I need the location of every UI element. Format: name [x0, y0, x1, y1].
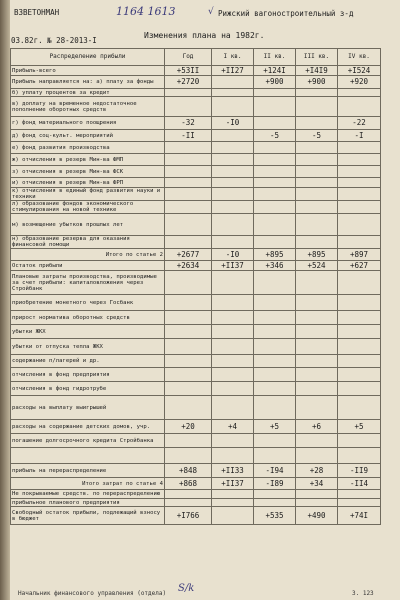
value-cell: +897 [338, 249, 381, 261]
value-cell [165, 166, 212, 178]
row-label: отчисления в фонд предприятия [11, 368, 165, 382]
row-label: содержание п/лагерей и др. [11, 355, 165, 368]
value-cell [296, 311, 338, 325]
value-cell [296, 325, 338, 339]
row-label: расходы на выплату выигрышей [11, 396, 165, 420]
value-cell [212, 325, 254, 339]
value-cell [212, 130, 254, 142]
document-number: 03.82г. № 28-2013-I [11, 36, 97, 45]
value-cell [296, 188, 338, 201]
value-cell [254, 117, 296, 130]
value-cell [165, 178, 212, 188]
table-row [11, 355, 381, 368]
value-cell [165, 490, 212, 499]
value-cell [212, 448, 254, 464]
table-row [11, 97, 381, 117]
value-cell [212, 339, 254, 355]
value-cell [212, 214, 254, 236]
table-row [11, 117, 381, 130]
row-label: л) образование фондов экономического стимулирования на новой технике [11, 201, 165, 214]
value-cell [254, 396, 296, 420]
value-cell [254, 201, 296, 214]
value-cell: +4 [212, 420, 254, 434]
value-cell [296, 448, 338, 464]
value-cell [338, 396, 381, 420]
value-cell [165, 154, 212, 166]
row-label: Не покрываемые средств. по перераспределению [11, 490, 165, 499]
value-cell [254, 154, 296, 166]
table-row [11, 339, 381, 355]
value-cell [165, 434, 212, 448]
value-cell [212, 499, 254, 507]
table-row [11, 478, 381, 490]
value-cell [338, 142, 381, 154]
value-cell [296, 355, 338, 368]
value-cell [338, 166, 381, 178]
value-cell [296, 339, 338, 355]
value-cell [212, 89, 254, 97]
table-row [11, 396, 381, 420]
table-row [11, 201, 381, 214]
value-cell: +895 [296, 249, 338, 261]
value-cell: -I0 [212, 117, 254, 130]
table-header-row [11, 49, 381, 66]
row-label: Прибыль-всего [11, 66, 165, 76]
value-cell [338, 499, 381, 507]
table-row [11, 499, 381, 507]
value-cell: +2634 [165, 261, 212, 271]
plan-changes-table [10, 48, 381, 525]
value-cell [296, 178, 338, 188]
value-cell [338, 434, 381, 448]
value-cell [338, 339, 381, 355]
row-label: з) отчисления в резерв Мин-ва ФСК [11, 166, 165, 178]
value-cell [165, 325, 212, 339]
value-cell [212, 295, 254, 311]
row-label: Прибыль направляется на: а) плату за фонды [11, 76, 165, 89]
value-cell [165, 188, 212, 201]
document-title: Изменения плана на 1982г. [144, 31, 265, 40]
table-row [11, 271, 381, 295]
table-row [11, 368, 381, 382]
table-row [11, 214, 381, 236]
value-cell [254, 382, 296, 396]
value-cell [338, 490, 381, 499]
value-cell [296, 201, 338, 214]
value-cell: -22 [338, 117, 381, 130]
col-header-distribution: Распределение прибыли [11, 49, 165, 66]
factory-name: Рижский вагоностроительный з-д [218, 9, 354, 18]
value-cell: +II27 [212, 66, 254, 76]
value-cell: +53II [165, 66, 212, 76]
value-cell: +28 [296, 464, 338, 478]
value-cell [212, 490, 254, 499]
row-label: к) отчисления в единый фонд развития науки и техники [11, 188, 165, 201]
value-cell [212, 188, 254, 201]
value-cell [212, 507, 254, 525]
table-row [11, 448, 381, 464]
table-row [11, 490, 381, 499]
value-cell [165, 295, 212, 311]
value-cell [254, 214, 296, 236]
value-cell [212, 434, 254, 448]
value-cell [296, 117, 338, 130]
row-label: е) фонд развития производства [11, 142, 165, 154]
header-left-title: ВЗВЕТОНМАН [14, 8, 60, 17]
value-cell: +900 [254, 76, 296, 89]
value-cell [212, 97, 254, 117]
value-cell [296, 154, 338, 166]
row-label: погашение долгосрочного кредита Стройбанка [11, 434, 165, 448]
value-cell [212, 76, 254, 89]
value-cell: +124I [254, 66, 296, 76]
table-row [11, 178, 381, 188]
value-cell: +5 [338, 420, 381, 434]
value-cell: +848 [165, 464, 212, 478]
value-cell: -I [338, 130, 381, 142]
value-cell: +74I [338, 507, 381, 525]
value-cell [296, 142, 338, 154]
footer-signature-label: Начальник финансового управления (отдела) [18, 590, 167, 597]
value-cell [254, 188, 296, 201]
value-cell [254, 236, 296, 249]
value-cell [212, 355, 254, 368]
value-cell: +524 [296, 261, 338, 271]
binding-edge [0, 0, 10, 600]
value-cell [212, 201, 254, 214]
value-cell: +627 [338, 261, 381, 271]
value-cell [165, 368, 212, 382]
table-row [11, 434, 381, 448]
value-cell [338, 325, 381, 339]
value-cell: +I4I9 [296, 66, 338, 76]
row-label: Плановые затраты производства, производимые за счет прибыли: капиталовложения через Стройбанк [11, 271, 165, 295]
table-row [11, 66, 381, 76]
row-label: б) уплату процентов за кредит [11, 89, 165, 97]
value-cell [212, 271, 254, 295]
value-cell [296, 236, 338, 249]
value-cell: +II37 [212, 261, 254, 271]
row-label: убытки ЖКХ [11, 325, 165, 339]
value-cell: +20 [165, 420, 212, 434]
value-cell [254, 89, 296, 97]
value-cell [165, 236, 212, 249]
value-cell [296, 89, 338, 97]
value-cell: +2677 [165, 249, 212, 261]
value-cell [338, 368, 381, 382]
value-cell: -II [165, 130, 212, 142]
handwritten-signature: S/k [178, 583, 195, 594]
value-cell [165, 339, 212, 355]
value-cell: +346 [254, 261, 296, 271]
value-cell [338, 201, 381, 214]
value-cell: +34 [296, 478, 338, 490]
row-label: отчисления в фонд гидротрубе [11, 382, 165, 396]
value-cell: +I766 [165, 507, 212, 525]
value-cell [254, 311, 296, 325]
row-label: в) доплату на временное недостаточное пополнение оборотных средств [11, 97, 165, 117]
value-cell [338, 295, 381, 311]
value-cell [296, 295, 338, 311]
value-cell: +I524 [338, 66, 381, 76]
value-cell [296, 368, 338, 382]
value-cell [254, 271, 296, 295]
row-label: Итого затрат по статье 4 [11, 478, 165, 490]
table-row [11, 464, 381, 478]
table-row [11, 261, 381, 271]
value-cell: +490 [296, 507, 338, 525]
page-number: 3. 123 [352, 590, 374, 597]
value-cell [254, 355, 296, 368]
row-label: и) отчисления в резерв Мин-ва ФРП [11, 178, 165, 188]
row-label: Свободный остаток прибыли, подлежащий взносу в бюджет [11, 507, 165, 525]
value-cell [165, 97, 212, 117]
value-cell: -II4 [338, 478, 381, 490]
row-label: расходы на содержание детских домов, учр. [11, 420, 165, 434]
value-cell: -II9 [338, 464, 381, 478]
value-cell [296, 166, 338, 178]
row-label: прибыль на перераспределение [11, 464, 165, 478]
value-cell [165, 271, 212, 295]
value-cell: -5 [254, 130, 296, 142]
value-cell [296, 434, 338, 448]
value-cell [338, 236, 381, 249]
value-cell [165, 214, 212, 236]
value-cell [296, 382, 338, 396]
value-cell [212, 236, 254, 249]
value-cell [254, 142, 296, 154]
row-label: прирост норматива оборотных средств [11, 311, 165, 325]
row-label [11, 448, 165, 464]
value-cell [338, 89, 381, 97]
value-cell: +868 [165, 478, 212, 490]
value-cell [165, 201, 212, 214]
table-row [11, 76, 381, 89]
table-row [11, 325, 381, 339]
value-cell [338, 214, 381, 236]
value-cell: +920 [338, 76, 381, 89]
value-cell: -5 [296, 130, 338, 142]
value-cell [296, 214, 338, 236]
value-cell [212, 142, 254, 154]
value-cell [165, 448, 212, 464]
value-cell [254, 490, 296, 499]
table-row [11, 89, 381, 97]
value-cell [212, 382, 254, 396]
row-label: убытки от отпуска тепла ЖКХ [11, 339, 165, 355]
value-cell: -I94 [254, 464, 296, 478]
row-label: прибыльное планового предприятия [11, 499, 165, 507]
value-cell [254, 434, 296, 448]
col-header-q1: I кв. [212, 49, 254, 66]
value-cell [338, 178, 381, 188]
value-cell [212, 178, 254, 188]
value-cell [338, 97, 381, 117]
table-row [11, 142, 381, 154]
value-cell [338, 154, 381, 166]
row-label: Итого по статье 2 [11, 249, 165, 261]
value-cell [338, 271, 381, 295]
value-cell: -32 [165, 117, 212, 130]
row-label: н) образование резерва для оказания финансовой помощи [11, 236, 165, 249]
value-cell: +900 [296, 76, 338, 89]
value-cell [254, 339, 296, 355]
value-cell [254, 295, 296, 311]
value-cell [254, 166, 296, 178]
value-cell [296, 490, 338, 499]
value-cell [212, 154, 254, 166]
value-cell [212, 311, 254, 325]
value-cell [254, 97, 296, 117]
value-cell [165, 142, 212, 154]
value-cell: +6 [296, 420, 338, 434]
value-cell [296, 271, 338, 295]
value-cell [338, 448, 381, 464]
value-cell [338, 188, 381, 201]
col-header-q2: II кв. [254, 49, 296, 66]
value-cell: -I89 [254, 478, 296, 490]
value-cell [296, 97, 338, 117]
table-row [11, 130, 381, 142]
value-cell [165, 396, 212, 420]
col-header-year: Год [165, 49, 212, 66]
value-cell [296, 396, 338, 420]
value-cell: +535 [254, 507, 296, 525]
value-cell: +895 [254, 249, 296, 261]
value-cell [338, 355, 381, 368]
value-cell [254, 178, 296, 188]
table-row [11, 188, 381, 201]
row-label: м) возмещение убытков прошлых лет [11, 214, 165, 236]
value-cell [165, 499, 212, 507]
row-label: ж) отчисления в резерв Мин-ва ФМП [11, 154, 165, 166]
value-cell [254, 325, 296, 339]
value-cell [212, 396, 254, 420]
col-header-q3: III кв. [296, 49, 338, 66]
check-mark: √ [208, 7, 214, 17]
value-cell: +II37 [212, 478, 254, 490]
value-cell [254, 499, 296, 507]
value-cell [254, 368, 296, 382]
value-cell [165, 311, 212, 325]
value-cell [165, 382, 212, 396]
value-cell: +5 [254, 420, 296, 434]
row-label: д) фонд соц-культ. мероприятий [11, 130, 165, 142]
value-cell: -I0 [212, 249, 254, 261]
table-row [11, 249, 381, 261]
value-cell [254, 448, 296, 464]
value-cell: +II33 [212, 464, 254, 478]
col-header-q4: IV кв. [338, 49, 381, 66]
value-cell: +2720 [165, 76, 212, 89]
table-body [11, 66, 381, 525]
value-cell [338, 311, 381, 325]
table-row [11, 295, 381, 311]
row-label: приобретение монетного через Госбанк [11, 295, 165, 311]
table-row [11, 382, 381, 396]
row-label: Остаток прибыли [11, 261, 165, 271]
table-row [11, 507, 381, 525]
row-label: г) фонд материального поощрения [11, 117, 165, 130]
table-row [11, 166, 381, 178]
value-cell [212, 166, 254, 178]
value-cell [165, 89, 212, 97]
value-cell [338, 382, 381, 396]
value-cell [296, 499, 338, 507]
value-cell [212, 368, 254, 382]
table-row [11, 420, 381, 434]
table-row [11, 236, 381, 249]
table-row [11, 154, 381, 166]
table-row [11, 311, 381, 325]
value-cell [165, 355, 212, 368]
handwritten-note: 1164 1613 [116, 5, 176, 18]
